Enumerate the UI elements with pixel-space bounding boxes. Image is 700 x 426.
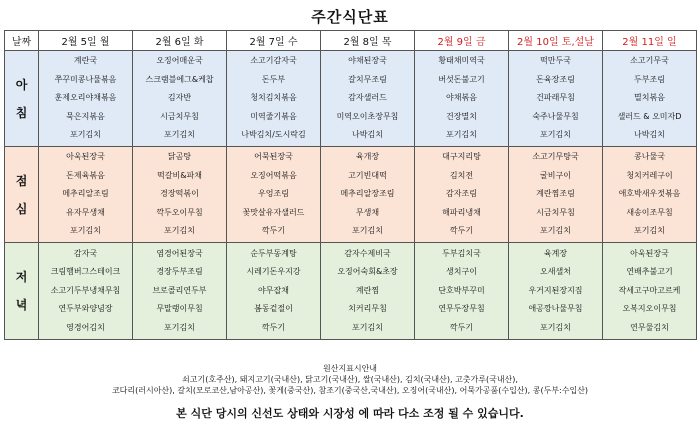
menu-item: 나박김치 bbox=[634, 130, 665, 140]
meal-label-char: 녁 bbox=[15, 298, 28, 312]
menu-item: 건장멸치 bbox=[446, 111, 477, 121]
menu-item: 깍두기 bbox=[261, 322, 286, 332]
menu-item: 포기김치 bbox=[540, 130, 571, 140]
day-header-sun: 2월 11일 일 bbox=[603, 31, 697, 51]
menu-cell bbox=[509, 51, 603, 147]
menu-item: 포기김치 bbox=[70, 130, 101, 140]
menu-item: 두부조림 bbox=[634, 74, 665, 84]
meal-label bbox=[5, 243, 39, 340]
menu-cell bbox=[39, 147, 133, 243]
menu-item: 야채된장국 bbox=[348, 56, 387, 66]
menu-item: 포기김치 bbox=[540, 322, 571, 332]
menu-item: 봄동겉절이 bbox=[254, 304, 293, 314]
menu-item: 포기김치 bbox=[446, 130, 477, 140]
menu-cell bbox=[321, 243, 415, 340]
menu-item: 포기김치 bbox=[634, 226, 665, 236]
menu-cell bbox=[415, 243, 509, 340]
menu-item: 해파리냉채 bbox=[442, 207, 481, 217]
menu-item: 애공깡나물무침 bbox=[528, 304, 583, 314]
menu-item: 연무두장무침 bbox=[438, 304, 485, 314]
menu-item: 야채볶음 bbox=[446, 93, 477, 103]
menu-item: 숙주나물무침 bbox=[532, 111, 579, 121]
origin-notice bbox=[0, 363, 700, 396]
menu-cell bbox=[321, 51, 415, 147]
menu-item: 미역오이초장무침 bbox=[336, 111, 399, 121]
menu-item: 육계장 bbox=[543, 248, 568, 258]
menu-item: 메추리알조림 bbox=[62, 189, 109, 199]
menu-item: 포기김치 bbox=[70, 226, 101, 236]
menu-item: 야무잡채 bbox=[258, 285, 289, 295]
day-header-fri: 2월 9일 금 bbox=[415, 31, 509, 51]
menu-item: 오새샐처 bbox=[540, 267, 571, 277]
menu-item: 굴비구이 bbox=[540, 170, 571, 180]
menu-item: 청치커레구이 bbox=[626, 170, 673, 180]
menu-cell bbox=[603, 243, 697, 340]
meal-label-char: 침 bbox=[15, 105, 28, 120]
origin-line-1: 쇠고기(호주산), 돼지고기(국내산), 닭고기(국내산), 쌀(국내산), 김치(국내산), 고춧가루(국내산), bbox=[182, 375, 518, 384]
menu-item: 연무물김치 bbox=[630, 322, 669, 332]
menu-item: 청치김치볶음 bbox=[250, 93, 297, 103]
menu-cell bbox=[133, 243, 227, 340]
menu-item: 김치전 bbox=[449, 170, 474, 180]
menu-item: 포기김치 bbox=[352, 226, 383, 236]
menu-item: 황태채미역국 bbox=[438, 56, 485, 66]
menu-item: 감자수제비국 bbox=[344, 248, 391, 258]
menu-item: 멸치볶음 bbox=[634, 93, 665, 103]
menu-item: 어묵된장국 bbox=[254, 152, 293, 162]
day-header-tue: 2월 6일 화 bbox=[133, 31, 227, 51]
menu-item: 염경어된장국 bbox=[156, 248, 203, 258]
menu-item: 시레기돈우지강 bbox=[246, 267, 301, 277]
menu-cell bbox=[509, 243, 603, 340]
menu-item: 깍두기 bbox=[449, 322, 474, 332]
page-title: 주간식단표 bbox=[311, 8, 389, 26]
menu-item: 아욱된장국 bbox=[66, 152, 105, 162]
menu-item: 무생채 bbox=[355, 207, 380, 217]
menu-item: 나박김치/도시락김 bbox=[241, 130, 306, 140]
menu-item: 무말랭이무침 bbox=[156, 304, 203, 314]
meal-label-char: 점 bbox=[15, 173, 28, 188]
menu-cell bbox=[603, 147, 697, 243]
menu-item: 작세고구마고르케 bbox=[618, 285, 681, 295]
origin-title: 원산지표시안내 bbox=[322, 364, 378, 373]
menu-item: 감자샐러드 bbox=[348, 93, 387, 103]
menu-item: 연두부와양념장 bbox=[58, 304, 113, 314]
menu-item: 새송이조무침 bbox=[626, 207, 673, 217]
menu-cell bbox=[415, 147, 509, 243]
menu-item: 시금치무침 bbox=[536, 207, 575, 217]
menu-item: 꽃맛살유자샐러드 bbox=[242, 207, 305, 217]
menu-item: 브로콜리연두부 bbox=[152, 285, 207, 295]
menu-item: 소고기감자국 bbox=[250, 56, 297, 66]
menu-item: 경장떡볶이 bbox=[160, 189, 199, 199]
menu-cell bbox=[603, 51, 697, 147]
menu-cell bbox=[227, 147, 321, 243]
menu-item: 오징어매운국 bbox=[156, 56, 203, 66]
menu-item: 계란찜조림 bbox=[536, 189, 575, 199]
menu-item: 영경어김치 bbox=[66, 322, 105, 332]
menu-item: 포기김치 bbox=[164, 226, 195, 236]
breakfast-row bbox=[5, 51, 697, 147]
menu-item: 대구지리탕 bbox=[442, 152, 481, 162]
menu-item: 콩나물국 bbox=[634, 152, 665, 162]
menu-item: 순두부동계탕 bbox=[250, 248, 297, 258]
menu-item: 포기김치 bbox=[540, 226, 571, 236]
menu-cell bbox=[509, 147, 603, 243]
menu-item: 감자조림 bbox=[446, 189, 477, 199]
day-header-thu: 2월 8일 목 bbox=[321, 31, 415, 51]
menu-item: 오징어숙회&초장 bbox=[337, 267, 398, 277]
menu-item: 생치구이 bbox=[446, 267, 477, 277]
menu-cell bbox=[227, 51, 321, 147]
menu-table bbox=[4, 30, 697, 340]
menu-item: 단호박부꾸미 bbox=[438, 285, 485, 295]
day-header-wed: 2월 7일 수 bbox=[227, 31, 321, 51]
menu-item: 포기김치 bbox=[352, 322, 383, 332]
menu-item: 오복지오이무침 bbox=[622, 304, 677, 314]
menu-item: 깍두기 bbox=[449, 226, 474, 236]
meal-label-char: 아 bbox=[15, 77, 28, 92]
menu-item: 묵은지볶음 bbox=[66, 111, 105, 121]
lunch-row bbox=[5, 147, 697, 243]
menu-item: 두부김치국 bbox=[442, 248, 481, 258]
menu-item: 돈두부 bbox=[261, 74, 286, 84]
menu-item: 포기김치 bbox=[164, 130, 195, 140]
menu-item: 갈치무조림 bbox=[348, 74, 387, 84]
menu-item: 아욱된장국 bbox=[630, 248, 669, 258]
menu-item: 시금치무침 bbox=[160, 111, 199, 121]
menu-cell bbox=[133, 147, 227, 243]
menu-item: 육개장 bbox=[355, 152, 380, 162]
menu-item: 계란찜 bbox=[355, 285, 380, 295]
meal-label-char: 심 bbox=[15, 201, 28, 216]
meal-label-char: 저 bbox=[15, 270, 28, 284]
menu-item: 미역줄기볶음 bbox=[250, 111, 297, 121]
menu-item: 소고기두부냉채무침 bbox=[50, 285, 121, 295]
menu-cell bbox=[39, 243, 133, 340]
menu-item: 깍두기 bbox=[261, 226, 286, 236]
menu-item: 치커리무침 bbox=[348, 304, 387, 314]
menu-item: 유자무생채 bbox=[66, 207, 105, 217]
menu-item: 나박김치 bbox=[352, 130, 383, 140]
menu-item: 쭈꾸미콩나물볶음 bbox=[54, 74, 117, 84]
menu-item: 메추리알장조림 bbox=[340, 189, 395, 199]
menu-item: 스크램블에그&케찹 bbox=[145, 74, 214, 84]
menu-item: 경장두부조림 bbox=[156, 267, 203, 277]
menu-item: 오징어떡볶음 bbox=[250, 170, 297, 180]
meal-label bbox=[5, 147, 39, 243]
day-header-mon: 2월 5일 월 bbox=[39, 31, 133, 51]
menu-item: 연배추불고기 bbox=[626, 267, 673, 277]
menu-item: 샐러드 & 오미자D bbox=[617, 111, 682, 121]
menu-item: 소고기무국 bbox=[630, 56, 669, 66]
origin-line-2: 코다리(러시아산), 갈치(모로코산,남아공산), 꽃게(중국산), 참조기(중국산,국내산), 오징어(국내산), 어묵가공품(수입산), 콩(두부:수입산) bbox=[111, 386, 589, 395]
menu-cell bbox=[321, 147, 415, 243]
menu-item: 계란국 bbox=[73, 56, 98, 66]
menu-cell bbox=[39, 51, 133, 147]
menu-item: 버섯돈불고기 bbox=[438, 74, 485, 84]
menu-item: 우엉조림 bbox=[258, 189, 289, 199]
menu-item: 애호박새우젓볶음 bbox=[618, 189, 681, 199]
menu-item: 건파래무침 bbox=[536, 93, 575, 103]
meal-label bbox=[5, 51, 39, 147]
adjustment-notice: 본 식단 당시의 신선도 상태와 시장성 에 따라 다소 조정 될 수 있습니다. bbox=[176, 407, 524, 420]
menu-cell bbox=[227, 243, 321, 340]
header-row bbox=[5, 31, 697, 51]
date-corner-label: 날짜 bbox=[5, 31, 39, 51]
menu-item: 훈제오리야채볶음 bbox=[54, 93, 117, 103]
menu-item: 깍두오이무침 bbox=[156, 207, 203, 217]
menu-item: 돈육장조림 bbox=[536, 74, 575, 84]
menu-item: 떡갈비&파채 bbox=[157, 170, 202, 180]
menu-item: 우거지된장지짐 bbox=[528, 285, 583, 295]
day-header-sat: 2월 10일 토,설날 bbox=[509, 31, 603, 51]
menu-item: 포기김치 bbox=[164, 322, 195, 332]
menu-item: 돈제육볶음 bbox=[66, 170, 105, 180]
menu-item: 김자반 bbox=[167, 93, 192, 103]
menu-item: 소고기무탕국 bbox=[532, 152, 579, 162]
dinner-row bbox=[5, 243, 697, 340]
menu-item: 떡만두국 bbox=[540, 56, 571, 66]
menu-item: 고기빈대떡 bbox=[348, 170, 387, 180]
menu-cell bbox=[133, 51, 227, 147]
menu-item: 감자국 bbox=[73, 248, 98, 258]
menu-item: 크림햄버그스테이크 bbox=[50, 267, 121, 277]
menu-cell bbox=[415, 51, 509, 147]
menu-item: 닭곰탕 bbox=[167, 152, 192, 162]
